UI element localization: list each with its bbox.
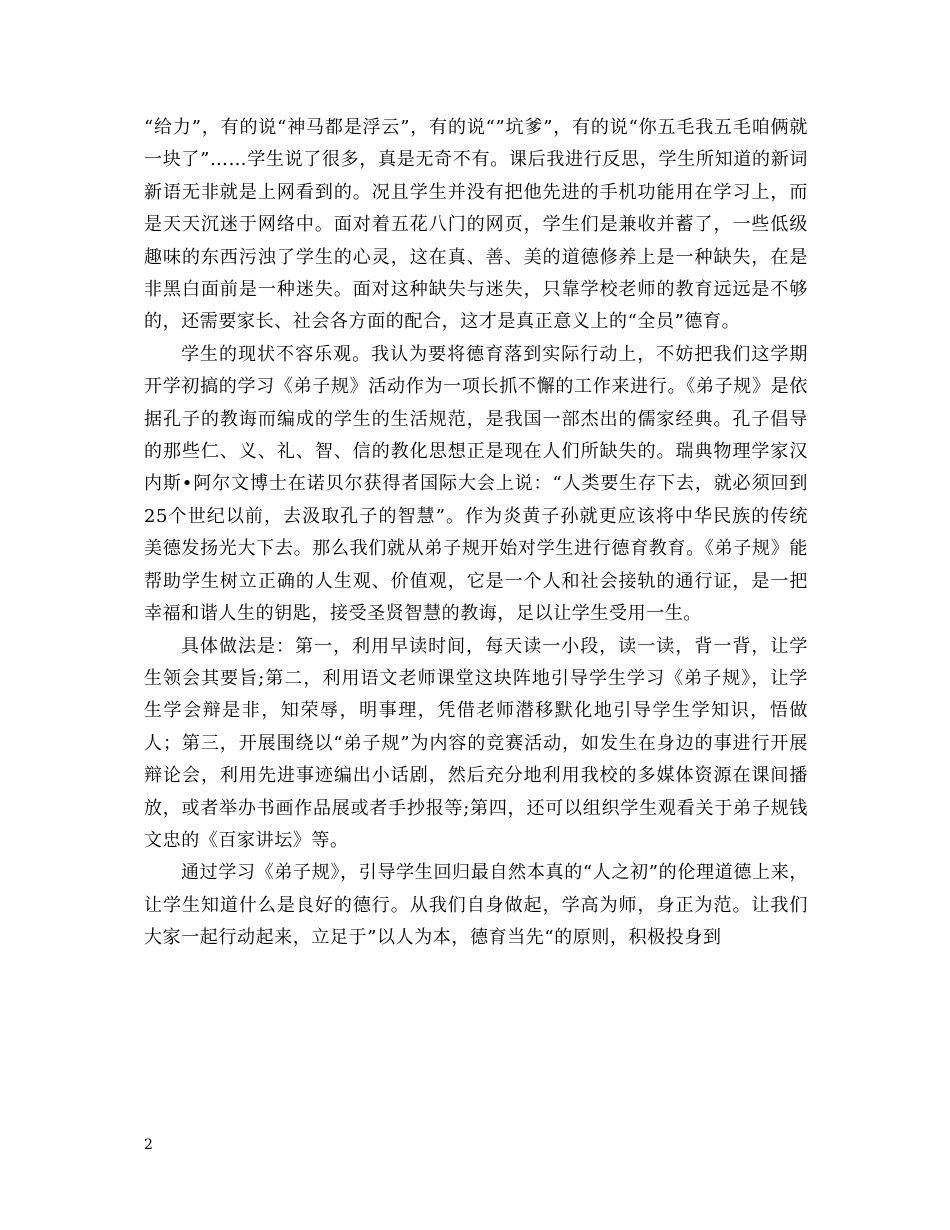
paragraph-3: 具体做法是：第一，利用早读时间，每天读一小段，读一读，背一背，让学生领会其要旨;第二，利用语文老师课堂这块阵地引导学生学习《弟子规》，让学生学会辩是非，知荣辱，明事理，凭借老师潜移默化地引导学生学知识，悟做人；第三，开展围绕以“弟子规”为内容的竞赛活动，如发生在身边的事进行开展辩论会，利用先进事迹编出小话剧，然后充分地利用我校的多媒体资源在课间播放，或者举办书画作品展或者手抄报等;第四，还可以组织学生观看关于弟子规钱文忠的《百家讲坛》等。: [144, 635, 808, 851]
paragraph-2: 学生的现状不容乐观。我认为要将德育落到实际行动上，不妨把我们这学期开学初搞的学习《弟子规》活动作为一项长抓不懈的工作来进行。《弟子规》是依据孔子的教诲而编成的学生的生活规范，是我国一部杰出的儒家经典。孔子倡导的那些仁、义、礼、智、信的教化思想正是现在人们所缺失的。瑞典物理学家汉内斯•阿尔文博士在诺贝尔获得者国际大会上说：“人类要生存下去，就必须回到25个世纪以前，去汲取孔子的智慧”。作为炎黄子孙就更应该将中华民族的传统美德发扬光大下去。那么我们就从弟子规开始对学生进行德育教育。《弟子规》能帮助学生树立正确的人生观、价值观，它是一个人和社会接轨的通行证，是一把幸福和谐人生的钥匙，接受圣贤智慧的教诲，足以让学生受用一生。: [144, 343, 808, 625]
paragraph-1: “给力”，有的说“神马都是浮云”，有的说“”坑爹”，有的说“你五毛我五毛咱俩就一块了”……学生说了很多，真是无奇不有。课后我进行反思，学生所知道的新词新语无非就是上网看到的。况且学生并没有把他先进的手机功能用在学习上，而是天天沉迷于网络中。面对着五花八门的网页，学生们是兼收并蓄了，一些低级趣味的东西污浊了学生的心灵，这在真、善、美的道德修养上是一种缺失，在是非黑白面前是一种迷失。面对这种缺失与迷失，只靠学校老师的教育远远是不够的，还需要家长、社会各方面的配合，这才是真正意义上的“全员”德育。: [144, 117, 808, 333]
page-number: 2: [144, 1137, 153, 1153]
paragraph-4: 通过学习《弟子规》，引导学生回归最自然本真的“人之初”的伦理道德上来，让学生知道什么是良好的德行。从我们自身做起，学高为师，身正为范。让我们大家一起行动起来，立足于”以人为本，德育当先“的原则，积极投身到: [144, 862, 808, 949]
body-text: [144, 112, 808, 955]
